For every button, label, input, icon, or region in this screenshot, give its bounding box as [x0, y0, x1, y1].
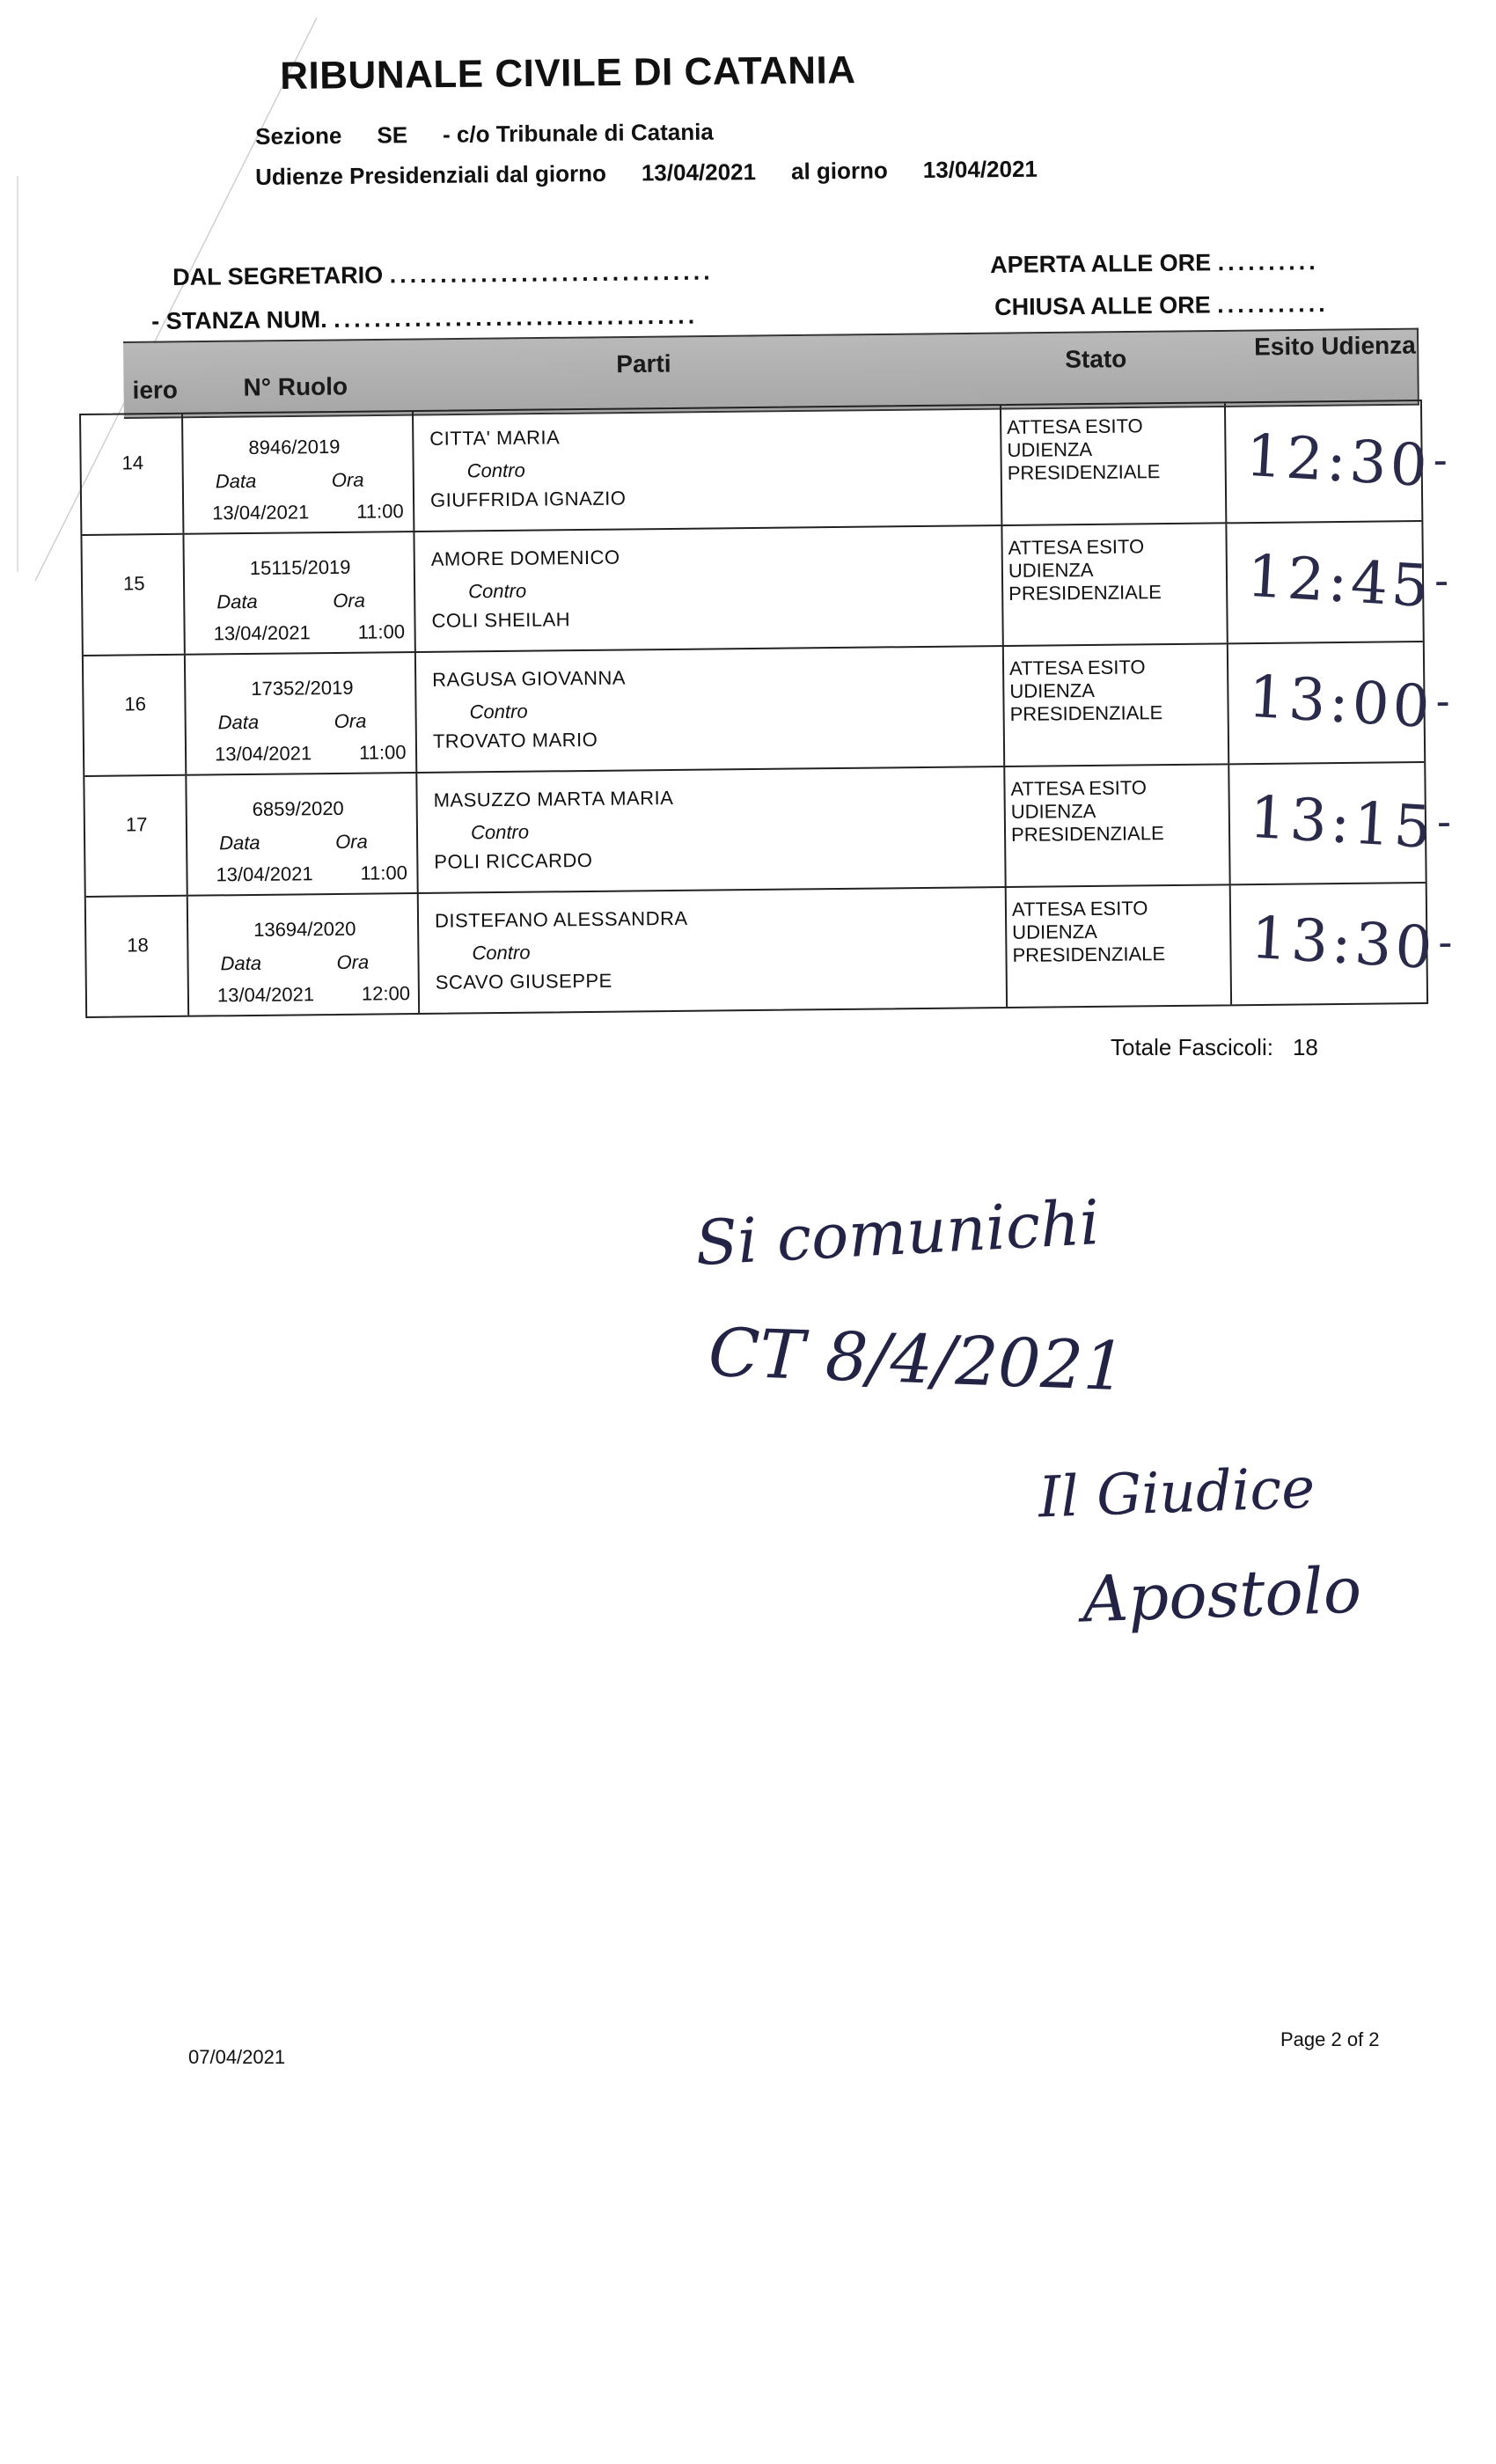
row-number: 15	[122, 572, 145, 595]
hearing-date: 13/04/2021	[213, 621, 311, 645]
header-parti: Parti	[616, 349, 671, 378]
hearing-time: 12:00	[361, 982, 411, 1005]
al-label: al giorno	[790, 157, 888, 185]
data-label: Data	[215, 469, 257, 493]
handwritten-outcome-time: 13:15	[1247, 782, 1437, 862]
party-plaintiff: RAGUSA GIOVANNA	[432, 666, 627, 691]
chiusa-dots: ...........	[1217, 290, 1329, 319]
ora-label: Ora	[334, 830, 368, 853]
status-text: ATTESA ESITO UDIENZA PRESIDENZIALE	[1011, 897, 1166, 966]
party-defendant: COLI SHEILAH	[431, 608, 571, 632]
row-number: 18	[127, 934, 149, 957]
table-row	[82, 522, 1449, 656]
handwritten-dash: -	[1434, 557, 1449, 605]
date-from: 13/04/2021	[641, 158, 757, 187]
party-plaintiff: MASUZZO MARTA MARIA	[433, 786, 674, 811]
judge-signature: Apostolo	[1081, 1552, 1363, 1637]
data-label: Data	[217, 710, 260, 734]
header-stato: Stato	[1065, 345, 1127, 373]
hearings-table	[79, 400, 1453, 1018]
row-number: 14	[121, 451, 144, 474]
date-to: 13/04/2021	[922, 155, 1038, 184]
handwritten-outcome-time: 12:30	[1243, 421, 1433, 501]
hearing-date: 13/04/2021	[214, 742, 312, 766]
header-ruolo: N° Ruolo	[243, 372, 348, 401]
footer-print-date: 07/04/2021	[188, 2046, 286, 2068]
party-defendant: SCAVO GIUSEPPE	[435, 969, 612, 994]
row-number: 17	[125, 813, 148, 836]
segretario-dots: ................................	[389, 258, 714, 289]
handwritten-outcome-time: 13:30	[1249, 903, 1438, 983]
handwritten-dash: -	[1433, 436, 1448, 484]
ora-label: Ora	[334, 709, 367, 732]
party-plaintiff: DISTEFANO ALESSANDRA	[434, 906, 688, 932]
handwritten-dash: -	[1435, 678, 1450, 725]
section-line	[255, 118, 749, 150]
table-row	[81, 401, 1448, 536]
ruolo-number: 17352/2019	[251, 676, 354, 700]
stanza-dots: ....................................	[333, 302, 699, 333]
hearing-time: 11:00	[358, 741, 407, 764]
table-row	[84, 642, 1450, 777]
data-label: Data	[218, 831, 260, 854]
party-defendant: TROVATO MARIO	[432, 728, 598, 752]
segretario-label: DAL SEGRETARIO	[172, 261, 384, 290]
sezione-value: SE	[377, 121, 408, 149]
ruolo-number: 6859/2020	[252, 796, 344, 820]
hearing-date: 13/04/2021	[216, 862, 313, 886]
status-text: ATTESA ESITO UDIENZA PRESIDENZIALE	[1007, 414, 1161, 484]
data-label: Data	[216, 590, 258, 613]
party-plaintiff: CITTA' MARIA	[429, 426, 561, 450]
handwritten-dash: -	[1436, 798, 1452, 846]
stanza-label: - STANZA NUM.	[151, 305, 327, 334]
party-plaintiff: AMORE DOMENICO	[430, 546, 620, 570]
contro-label: Contro	[470, 820, 530, 844]
handwritten-dash: -	[1438, 919, 1453, 966]
contro-label: Contro	[469, 700, 528, 723]
handwritten-outcome-time: 12:45	[1244, 541, 1434, 621]
segretario-field	[172, 259, 714, 291]
chiusa-label: CHIUSA ALLE ORE	[994, 291, 1211, 320]
row-number: 16	[124, 693, 147, 715]
handwritten-note-date: CT 8/4/2021	[707, 1312, 1127, 1406]
status-text: ATTESA ESITO UDIENZA PRESIDENZIALE	[1010, 776, 1164, 846]
ruolo-number: 13694/2020	[253, 917, 356, 941]
handwritten-outcome-time: 13:00	[1246, 662, 1435, 742]
handwritten-note-line1: Si comunichi	[693, 1186, 1102, 1280]
sezione-label: Sezione	[255, 121, 342, 150]
aperta-label: APERTA ALLE ORE	[990, 249, 1212, 278]
status-text: ATTESA ESITO UDIENZA PRESIDENZIALE	[1008, 535, 1162, 605]
court-title: RIBUNALE CIVILE DI CATANIA	[280, 48, 856, 98]
hearing-dates-line	[255, 156, 1038, 191]
table-row	[86, 884, 1453, 1016]
total-files-label: Totale Fascicoli:	[1111, 1034, 1273, 1060]
ora-label: Ora	[331, 468, 364, 492]
status-text: ATTESA ESITO UDIENZA PRESIDENZIALE	[1008, 656, 1163, 725]
handwritten-judge-label: Il Giudice	[1037, 1456, 1316, 1531]
sede-text: - c/o Tribunale di Catania	[442, 118, 714, 148]
data-label: Data	[220, 951, 262, 975]
ruolo-number: 15115/2019	[249, 555, 351, 579]
footer-page-number: Page 2 of 2	[1280, 2028, 1380, 2050]
header-esito: Esito Udienza	[1253, 331, 1416, 361]
hearing-date: 13/04/2021	[212, 501, 310, 524]
hearing-time: 11:00	[356, 500, 404, 523]
stanza-field	[151, 302, 698, 335]
chiusa-field	[994, 290, 1329, 321]
contro-label: Contro	[466, 458, 525, 482]
party-defendant: GIUFFRIDA IGNAZIO	[429, 487, 627, 511]
contro-label: Contro	[472, 941, 531, 964]
udienze-label: Udienze Presidenziali dal giorno	[255, 159, 607, 190]
total-files-value: 18	[1292, 1034, 1318, 1060]
ora-label: Ora	[333, 589, 366, 612]
hearing-date: 13/04/2021	[216, 983, 315, 1007]
contro-label: Contro	[468, 579, 527, 603]
header-numero: iero	[132, 376, 179, 404]
aperta-dots: ..........	[1217, 248, 1319, 276]
aperta-field	[990, 248, 1319, 279]
party-defendant: POLI RICCARDO	[434, 848, 593, 873]
hearing-time: 11:00	[357, 620, 406, 643]
total-files	[1111, 1034, 1318, 1061]
table-row	[84, 763, 1452, 898]
ora-label: Ora	[336, 950, 370, 973]
ruolo-number: 8946/2019	[248, 435, 341, 458]
hearing-time: 11:00	[360, 862, 408, 884]
